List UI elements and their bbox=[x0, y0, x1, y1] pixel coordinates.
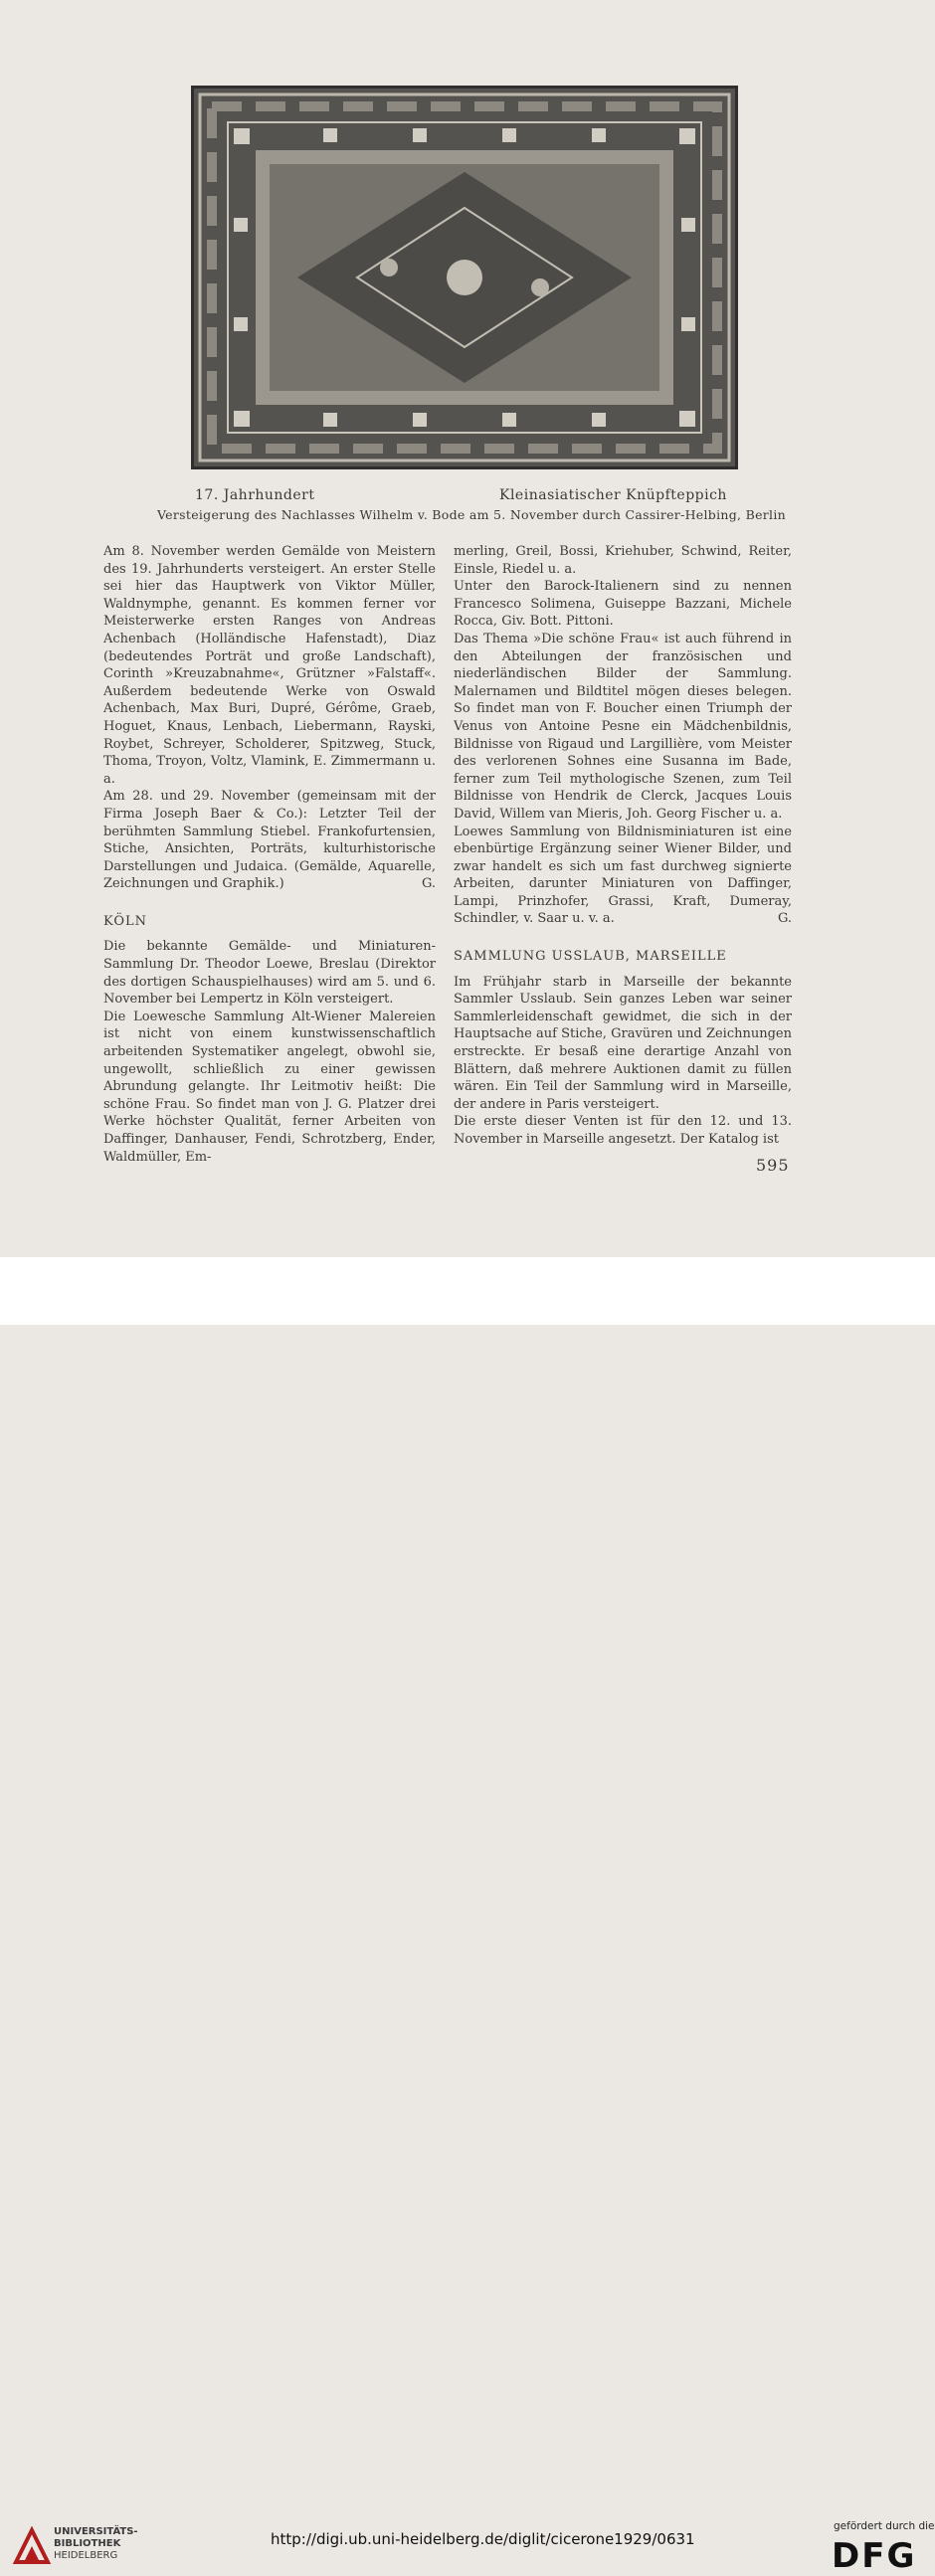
paragraph-text: Loewes Sammlung von Bildnisminiaturen ist eine ebenbürtige Ergänzung seiner Wiener Bilder, und zwar handelt es sich um fast durchweg signierte Arbeiten, darunter Miniaturen von Daffinger, Lampi, Prinzhofer, Grassi, Kraft, Dumeray, Schindler, v. Saar u. v. a. bbox=[454, 824, 792, 927]
library-name[interactable] bbox=[54, 2526, 138, 2562]
page-number: 595 bbox=[756, 1156, 790, 1175]
library-line: BIBLIOTHEK bbox=[54, 2538, 121, 2549]
paragraph: merling, Greil, Bossi, Kriehuber, Schwind, Reiter, Einsle, Riedel u. a. bbox=[454, 544, 792, 577]
paragraph: Im Frühjahr starb in Marseille der bekannte Sammler Usslaub. Sein ganzes Leben war seiner Sammlerleidenschaft gewidmet, die sich in der Hauptsache auf Stiche, Gravüren und Zeichnungen erstreckte. Er besaß eine derartige Anzahl von Blättern, daß mehrere Auktionen damit zu füllen wären. Ein Teil der Sammlung wird in Marseille, der andere in Paris versteigert. bbox=[454, 974, 792, 1112]
funding-note: gefördert durch die bbox=[834, 2520, 935, 2532]
paragraph: Die erste dieser Venten ist für den 12. und 13. November in Marseille angesetzt. Der Katalog ist bbox=[454, 1114, 792, 1147]
document-url-link[interactable]: http://digi.ub.uni-heidelberg.de/diglit/cicerone1929/0631 bbox=[271, 2530, 695, 2548]
right-column bbox=[454, 543, 792, 1149]
author-initial: G. bbox=[777, 911, 792, 927]
carpet-pattern bbox=[194, 89, 735, 466]
university-logo-icon[interactable] bbox=[12, 2526, 52, 2566]
paragraph: Die Loewesche Sammlung Alt-Wiener Malereien ist nicht von einem kunstwissenschaftlich arbeitenden Systematiker angelegt, obwohl sie, ungewollt, schließlich zu einer gewissen Abrundung gelangte. Ihr Leitmotiv heißt: Die schöne Frau. So findet man von J. G. Platzer drei Werke höchster Qualität, ferner Arbeiten von Daffinger, Danhauser, Fendi, Schrotzberg, Ender, Waldmüller, Em- bbox=[103, 1009, 436, 1165]
paragraph bbox=[103, 788, 436, 893]
paragraph-text: Am 28. und 29. November (gemeinsam mit der Firma Joseph Baer & Co.): Letzter Teil der berühmten Sammlung Stiebel. Frankofurtensien, Stiche, Ansichten, Porträts, kulturhistorische Darstellungen und Judaica. (Gemälde, Aquarelle, Zeichnungen und Graphik.) bbox=[103, 789, 436, 892]
caption-date: 17. Jahrhundert bbox=[195, 487, 315, 503]
document-page bbox=[0, 0, 935, 1257]
section-heading-usslaub: SAMMLUNG USSLAUB, MARSEILLE bbox=[454, 949, 727, 965]
paragraph: Am 8. November werden Gemälde von Meistern des 19. Jahrhunderts versteigert. An erster Stelle sei hier das Hauptwerk von Viktor Müller, Waldnymphe, genannt. Es kommen ferner vor Meisterwerke ersten Ranges von Andreas Achenbach (Holländische Hafenstadt), Diaz (bedeutendes Porträt und große Landschaft), Corinth »Kreuzabnahme«, Grützner »Falstaff«. Außerdem bedeutende Werke von Oswald Achenbach, Max Buri, Dupré, Gérôme, Graeb, Hoguet, Knaus, Lenbach, Liebermann, Rayski, Roybet, Schreyer, Scholderer, Spitzweg, Stuck, Thoma, Troyon, Voltz, Vlamink, E. Zimmermann u. a. bbox=[103, 544, 436, 787]
paragraph: Die bekannte Gemälde- und Miniaturen-Sammlung Dr. Theodor Loewe, Breslau (Direktor des dortigen Schauspielhauses) wird am 5. und 6. November bei Lempertz in Köln versteigert. bbox=[103, 939, 436, 1008]
paragraph: Das Thema »Die schöne Frau« ist auch führend in den Abteilungen der französischen und niederländischen Bilder der Sammlung. Malernamen und Bildtitel mögen dieses belegen. So findet man von F. Boucher einen Triumph der Venus von Antoine Pesne ein Mädchenbildnis, Bildnisse von Rigaud und Largillière, vom Meister des verlorenen Sohnes eine Susanna im Bade, ferner zum Teil mythologische Szenen, zum Teil Bildnisse von Hendrik de Clerck, Jacques Louis David, Willem van Mieris, Joh. Georg Fischer u. a. bbox=[454, 631, 792, 822]
footer-bar bbox=[0, 1257, 935, 2576]
author-initial: G. bbox=[421, 876, 436, 892]
left-column bbox=[103, 543, 436, 1166]
library-line: HEIDELBERG bbox=[54, 2550, 118, 2561]
carpet-photograph bbox=[191, 86, 738, 469]
caption-title: Kleinasiatischer Knüpfteppich bbox=[499, 487, 727, 503]
caption-auction-line: Versteigerung des Nachlasses Wilhelm v. Bode am 5. November durch Cassirer-Helbing, Berlin bbox=[157, 507, 787, 522]
paragraph bbox=[454, 824, 792, 929]
section-heading-koeln: KÖLN bbox=[103, 913, 148, 929]
dfg-logo[interactable]: DFG bbox=[832, 2536, 917, 2576]
library-line: UNIVERSITÄTS- bbox=[54, 2526, 138, 2537]
paragraph: Unter den Barock-Italienern sind zu nennen Francesco Solimena, Guiseppe Bazzani, Michele Rocca, Giv. Bott. Pittoni. bbox=[454, 579, 792, 630]
